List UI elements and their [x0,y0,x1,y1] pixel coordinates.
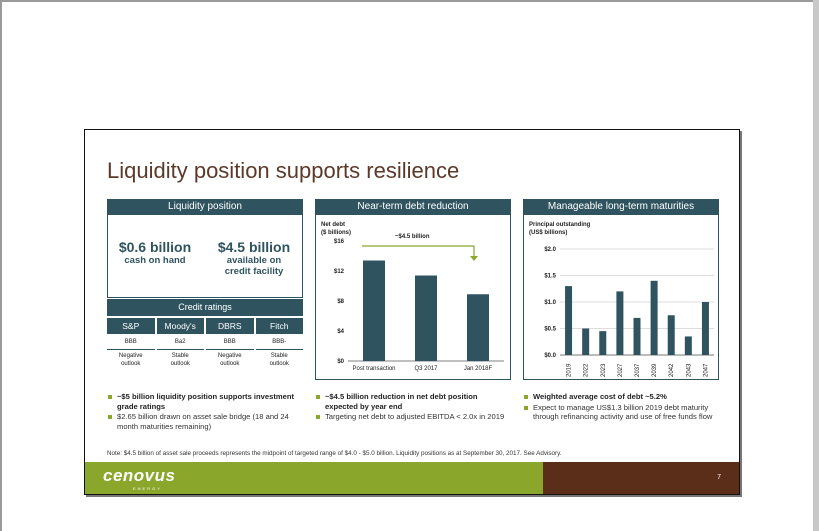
y-tick-label: $0.5 [544,326,556,333]
maturities-bullet-2: Expect to manage US$1.3 billion 2019 debt maturity through refinancing activity and use of free funds flow [523,403,719,422]
bar [599,331,606,355]
agency-dbrs: DBRS [206,318,254,334]
rating-moodys: Ba2 [157,334,205,350]
slide [84,129,740,495]
x-tick-label: Post transaction [352,366,396,372]
y-tick-label: $8 [337,299,344,305]
facility-value: $4.5 billion [217,239,291,255]
maturities-bullets [523,392,719,423]
x-tick-label: Q3 2017 [414,366,438,372]
x-tick-label: 2042 [669,363,676,377]
x-tick-label: 2019 [566,363,573,377]
bar [565,286,572,355]
debt-bullet-2: Targeting net debt to adjusted EBITDA < 2.0x in 2019 [315,412,511,422]
debt-bullets [315,392,511,423]
liquidity-bullet-2: $2.65 billion drawn on asset sale bridge (18 and 24 month maturities remaining) [107,412,303,431]
x-tick-label: 2047 [703,363,710,377]
outlook-moodys: Stable outlook [170,353,190,367]
rating-dbrs: BBB [206,334,254,350]
y-tick-label: $0.0 [544,353,556,359]
debt-panel-header: Near-term debt reduction [315,199,511,214]
outlook-fitch: Stable outlook [269,353,289,367]
credit-ratings-header: Credit ratings [107,299,303,316]
x-tick-label: 2039 [652,363,659,377]
agency-moodys: Moody's [157,318,205,334]
bar [415,276,437,362]
cenovus-logo-sub: ENERGY [133,486,162,491]
cash-label: cash on hand [124,255,186,266]
liquidity-bullets [107,392,303,432]
facility-label-line2: credit facility [224,266,284,277]
y-tick-label: $1.5 [544,273,556,280]
bar [582,329,589,356]
maturities-panel [523,214,719,380]
footnote: Note: $4.5 billion of asset sale proceeds represents the midpoint of targeted range of $4.0 - $5.0 billion. Liquidity positions as at September 30, 2017. See Advisory. [107,450,562,457]
x-tick-label: 2023 [600,363,607,377]
x-tick-label: Jan 2018F [463,366,493,372]
debt-axis-title-2: ($ billions) [321,230,351,236]
credit-ratings-outlook-row [107,350,303,370]
x-tick-label: 2043 [686,363,693,377]
facility-label-line1: available on [226,255,282,266]
reduction-arrowhead [470,256,478,261]
liquidity-panel [107,214,303,298]
bar [685,336,692,355]
cash-value: $0.6 billion [118,239,192,255]
maturities-panel-header: Manageable long-term maturities [523,199,719,214]
y-tick-label: $1.0 [544,300,556,306]
slide-title: Liquidity position supports resilience [107,158,460,183]
y-tick-label: $16 [333,239,344,245]
window-left-edge [0,0,2,531]
debt-bullet-1: ~$4.5 billion reduction in net debt position expected by year end [315,392,511,411]
maturities-chart [524,215,718,379]
rating-sp: BBB [107,334,155,350]
bar [634,318,641,355]
debt-panel [315,214,511,380]
x-tick-label: 2027 [617,363,624,377]
bar [616,291,623,355]
page-number: 7 [717,474,721,481]
x-tick-label: 2022 [583,363,590,377]
liquidity-panel-header: Liquidity position [107,199,303,214]
reduction-bracket [362,246,474,258]
y-tick-label: $0 [337,359,344,365]
credit-ratings-value-row [107,334,303,350]
agency-fitch: Fitch [256,318,304,334]
y-tick-label: $12 [333,269,344,275]
liquidity-bullet-1: ~$5 billion liquidity position supports investment grade ratings [107,392,303,411]
y-tick-label: $4 [337,329,344,335]
net-debt-chart [316,215,510,379]
footer-brown-block [543,462,740,495]
bar [467,294,489,361]
maturities-axis-title-2: (US$ billions) [529,230,568,236]
bar [702,302,709,355]
cenovus-logo: cenovus [103,466,176,485]
outlook-dbrs: Negative outlook [217,353,242,367]
window-scrollbar[interactable] [813,0,819,531]
bar [668,315,675,355]
window-top-edge [0,0,819,2]
credit-ratings-table [107,318,303,370]
debt-reduction-annotation: ~$4.5 billion [395,234,430,240]
slide-footer [85,462,740,495]
credit-ratings-agency-row [107,318,303,334]
x-tick-label: 2037 [635,363,641,377]
outlook-sp: Negative outlook [118,353,143,367]
bar [651,281,658,355]
rating-fitch: BBB- [256,334,304,350]
debt-axis-title-1: Net debt [321,222,345,228]
maturities-bullet-1: Weighted average cost of debt ~5.2% [523,392,719,402]
agency-sp: S&P [107,318,155,334]
bar [363,261,385,362]
y-tick-label: $2.0 [544,247,556,253]
maturities-axis-title-1: Principal outstanding [529,222,591,228]
